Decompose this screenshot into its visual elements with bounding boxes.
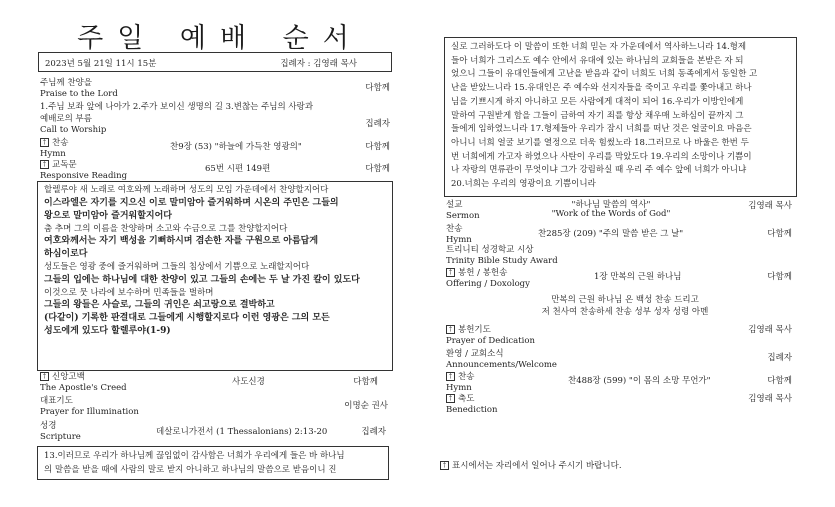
cross-icon: † [440,461,449,470]
item-en: Scripture [40,432,81,442]
order-item-sermon [446,200,796,222]
item-mid: 1장 만복의 근원 하나님 [594,272,682,282]
order-item-scripture [40,421,390,443]
order-item-call [40,114,390,136]
item-who: 김영래 목사 [748,201,792,211]
item-ko: 설교 [446,200,463,210]
responsive-line: 이스라엘은 자기를 지으신 이로 말미암아 즐거워하며 시온의 주민은 그들의 [44,197,339,208]
cross-icon: † [40,372,49,381]
responsive-lines [44,184,386,338]
item-ko: 찬송 [446,224,463,234]
scripture-line: 었으니 그들이 유대인들에게 고난을 받음과 같이 너희도 너희 동족에게서 동일한 고 [451,69,758,80]
item-who: 다함께 [365,83,390,93]
item-en: Announcements/Welcome [446,360,557,370]
item-ko: 축도 [458,394,475,404]
cross-icon: † [446,268,455,277]
item-mid: 65번 시편 149편 [205,164,271,174]
scripture-line: 난을 받았느니라 15.유대인은 주 예수와 선지자들을 죽이고 우리를 쫓아내고 하나 [451,83,752,94]
item-en: Prayer of Dedication [446,336,535,346]
item-ko: 찬송 [458,372,475,382]
scripture-lines [451,41,790,192]
responsive-line: 이것으로 뭇 나라에 보수하며 민족들을 벌하며 [44,287,214,298]
item-ko: 찬송 [52,138,69,148]
doxology-line: 만복의 근원 하나님 온 백성 찬송 드리고 [551,295,699,305]
date-line [38,52,392,72]
item-mid: 데살로니가전서 (1 Thessalonians) 2:13-20 [156,427,328,437]
order-item-announcements [446,349,796,371]
scripture-line: 나 자랑의 면류관이 무엇이냐 그가 강림하실 때 우리 주 예수 앞에 너희가 아니냐 [451,165,747,176]
item-en: Praise to the Lord [40,89,118,99]
order-item-creed [40,372,390,394]
scripture-line: 말하여 구원받게 함을 그들이 금하여 자기 죄를 항상 채우매 노하심이 끝까지 그 [451,110,744,121]
cross-icon: † [40,138,49,147]
item-who: 다함께 [365,164,390,174]
item-ko: 봉헌기도 [458,325,491,335]
scripture-line: 20.너희는 우리의 영광이요 기쁨이니라 [451,179,596,190]
scripture-line: 13.이러므로 우리가 하나님께 끊임없이 감사함은 너희가 우리에게 들은 바 하나님 [44,451,345,461]
item-who: 다함께 [767,229,792,239]
item-mid-en: "Work of the Words of God" [551,209,671,219]
order-item-reading [40,160,390,182]
item-en: The Apostle's Creed [40,383,127,393]
item-who: 다함께 [767,272,792,282]
item-en: Hymn [446,235,472,245]
responsive-line: 그들의 입에는 하나님에 대한 찬양이 있고 그들의 손에는 두 날 가진 칼이 있도다 [44,274,360,285]
item-who: 다함께 [365,142,390,152]
item-who: 다함께 [353,377,378,387]
item-who: 김영래 목사 [748,325,792,335]
item-en: Hymn [40,149,66,159]
order-item-hymn-2 [446,224,796,246]
cross-icon: † [446,325,455,334]
item-ko: 봉헌 / 봉헌송 [458,268,508,278]
item-who: 김영래 목사 [748,394,792,404]
scripture-line: 들에게 임하였느니라 17.형제들아 우리가 잠시 너희를 떠난 것은 얼굴이요 마음은 [451,124,752,135]
cross-icon: † [446,372,455,381]
item-ko: 대표기도 [40,396,73,406]
cross-icon: † [446,394,455,403]
item-en: Sermon [446,211,480,221]
order-item-benediction [446,394,796,416]
page-title: 주일 예배 순서 [77,23,363,54]
item-who: 집례자 [365,119,390,129]
item-en: Prayer for Illumination [40,407,139,417]
item-ko: 환영 / 교회소식 [446,349,504,359]
item-ko: 신앙고백 [52,372,85,382]
item-ko: 주님께 찬양을 [40,78,92,88]
responsive-line: 춤 추며 그의 이름을 찬양하며 소고와 수금으로 그를 찬양할지어다 [44,223,288,234]
item-en: Benediction [446,405,498,415]
order-item-offering [446,268,796,290]
scripture-line: 님을 기쁘시게 하지 아니하고 모든 사람에게 대적이 되어 16.우리가 이방인에게 [451,96,744,107]
item-en: Call to Worship [40,125,107,135]
item-who: 집례자 [361,427,386,437]
responsive-line: (다같이) 기록한 판결대로 그들에게 시행할지로다 이런 영광은 그의 모든 [44,313,330,323]
scripture-line: 들아 너희가 그리스도 예수 안에서 유대에 있는 하나님의 교회들을 본받은 자 되 [451,55,744,66]
item-en: Responsive Reading [40,171,128,181]
scripture-line: 번 너희에게 가고자 하였으나 사탄이 우리를 막았도다 19.우리의 소망이나 기쁨이 [451,151,752,162]
scripture-line: 의 말씀을 받을 때에 사람의 말로 받지 아니하고 하나님의 말씀으로 받음이니 진 [44,464,337,475]
responsive-line: 그들의 왕들은 사슬로, 그들의 귀인은 쇠고랑으로 결박하고 [44,300,275,310]
item-who: 집례자 [767,353,792,363]
item-en: Hymn [446,383,472,393]
order-item-award [446,245,796,267]
item-mid: "하나님 말씀의 역사" [571,200,651,210]
scripture-box-left [37,446,389,480]
item-who: 이명순 권사 [344,401,388,411]
cross-icon: † [40,160,49,169]
responsive-line: 여호와께서는 자기 백성을 기뻐하시며 겸손한 자를 구원으로 아름답게 [44,236,319,246]
scripture-box-right [444,37,797,197]
doxology-line: 저 천사여 찬송하세 찬송 성부 성자 성령 아멘 [541,307,709,317]
item-mid: 찬9장 (53) "하늘에 가득찬 영광의" [170,142,302,152]
scripture-line: 아니니 너희 얼굴 보기를 열정으로 더욱 힘썼노라 18.그러므로 나 바울은 한번 두 [451,137,749,148]
item-mid: 찬285장 (209) "주의 말씀 받은 그 날" [538,229,684,239]
praise-songs: 1.주님 보좌 앞에 나아가 2.주가 보이신 생명의 길 3.변찮는 주님의 사랑과 [40,102,314,112]
service-date: 2023년 5월 21일 11시 15분 [45,59,157,69]
responsive-line: 왕으로 말미암아 즐거워할지어다 [44,210,172,221]
item-ko: 성경 [40,421,57,431]
order-item-dedication [446,325,796,347]
doxology-lyrics [500,294,750,318]
item-en: Offering / Doxology [446,279,530,289]
item-ko: 예배로의 부름 [40,114,92,124]
note-text: 표시에서는 자리에서 일어나 주시기 바랍니다. [452,461,622,471]
order-item-praise [40,78,390,100]
responsive-reading-box [37,181,393,371]
order-item-prayer [40,396,390,418]
item-en: Trinity Bible Study Award [446,256,558,266]
responsive-line: 성도들은 영광 중에 즐거워하며 그들의 침상에서 기쁨으로 노래할지어다 [44,262,310,272]
responsive-line: 하심이로다 [44,249,88,259]
standing-note [440,461,790,472]
item-mid: 사도신경 [232,377,265,387]
item-who: 다함께 [767,376,792,386]
item-ko: 트리니티 성경학교 시상 [446,245,534,255]
item-ko: 교독문 [52,160,77,170]
item-mid: 찬488장 (599) "이 몸의 소망 무언가" [568,376,711,386]
responsive-line: 성도에게 있도다 할렐루야(1-9) [44,326,171,336]
responsive-line: 할렐루야 새 노래로 여호와께 노래하며 성도의 모임 가운데에서 찬양할지어다 [44,185,329,195]
scripture-line: 실로 그러하도다 이 말씀이 또한 너희 믿는 자 가운데에서 역사하느니라 14.형제 [451,42,747,52]
order-item-hymn-3 [446,372,796,394]
order-item-hymn [40,138,390,160]
service-leader: 집례자 : 김영래 목사 [280,59,357,69]
